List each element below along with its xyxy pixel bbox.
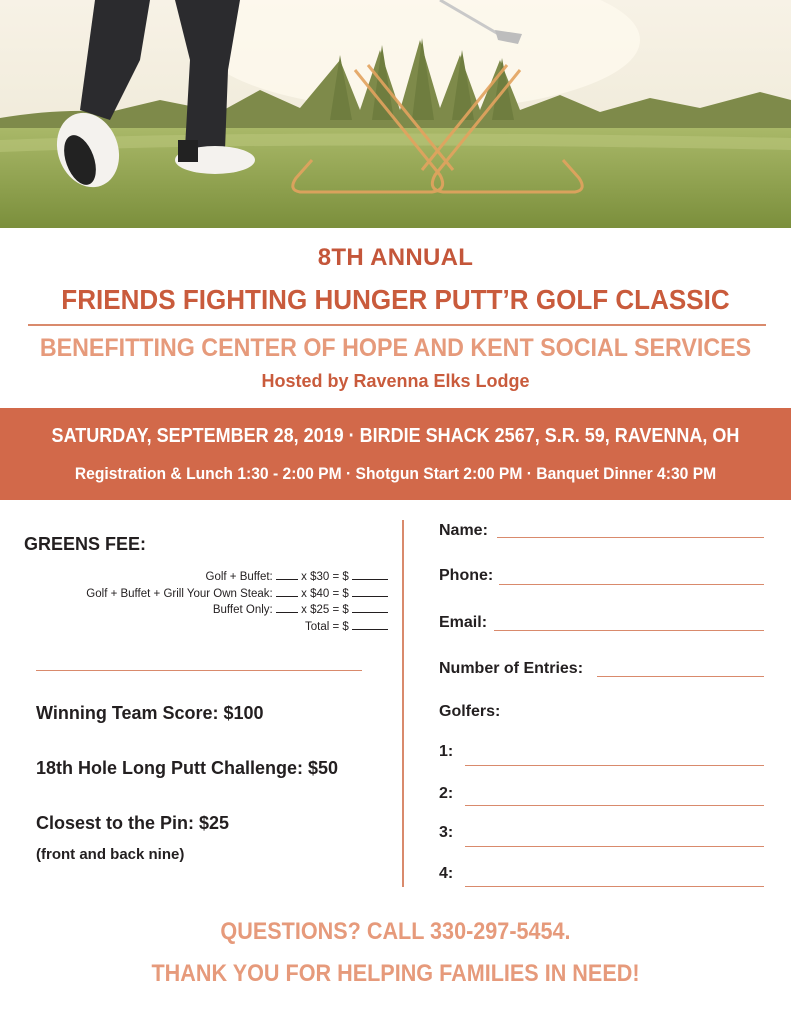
fee-row-total bbox=[305, 619, 388, 633]
fee-price: x $25 = $ bbox=[301, 604, 349, 616]
column-divider bbox=[402, 520, 404, 887]
fee-row-golf-buffet bbox=[206, 569, 388, 583]
entries-label: Number of Entries: bbox=[439, 660, 584, 677]
golfer-2-label: 2: bbox=[439, 785, 454, 802]
questions-line: QUESTIONS? CALL 330-297-5454. bbox=[220, 918, 571, 945]
fee-label: Buffet Only: bbox=[212, 604, 273, 616]
fee-row-buffet-only bbox=[213, 602, 388, 616]
golfer-1-field[interactable] bbox=[465, 765, 764, 766]
total-blank[interactable] bbox=[352, 619, 388, 630]
quantity-blank[interactable] bbox=[276, 602, 298, 613]
golfer-4-label: 4: bbox=[439, 865, 454, 882]
prize-note: (front and back nine) bbox=[36, 846, 185, 863]
header-photo bbox=[0, 0, 791, 228]
quantity-blank[interactable] bbox=[276, 586, 298, 597]
golf-course-illustration bbox=[0, 0, 791, 228]
email-label: Email: bbox=[439, 614, 488, 631]
event-title: FRIENDS FIGHTING HUNGER PUTT’R GOLF CLASSIC bbox=[61, 284, 730, 315]
amount-blank[interactable] bbox=[352, 569, 388, 580]
fee-label: Golf + Buffet: bbox=[205, 571, 273, 583]
amount-blank[interactable] bbox=[352, 602, 388, 613]
left-divider bbox=[36, 670, 362, 671]
title-divider bbox=[28, 324, 766, 326]
fee-price: x $30 = $ bbox=[301, 571, 349, 583]
amount-blank[interactable] bbox=[352, 586, 388, 597]
name-field[interactable] bbox=[497, 537, 764, 538]
entries-field[interactable] bbox=[597, 676, 764, 677]
name-label: Name: bbox=[439, 522, 488, 539]
golfer-4-field[interactable] bbox=[465, 886, 764, 887]
golfer-1-label: 1: bbox=[439, 743, 454, 760]
schedule: Registration & Lunch 1:30 - 2:00 PM · Shotgun Start 2:00 PM · Banquet Dinner 4:30 PM bbox=[74, 464, 717, 483]
fee-price: x $40 = $ bbox=[301, 588, 349, 600]
prize-closest-pin: Closest to the Pin: $25 bbox=[36, 813, 230, 833]
quantity-blank[interactable] bbox=[276, 569, 298, 580]
email-field[interactable] bbox=[494, 630, 764, 631]
prize-long-putt: 18th Hole Long Putt Challenge: $50 bbox=[36, 758, 339, 778]
phone-field[interactable] bbox=[499, 584, 764, 585]
golfer-3-field[interactable] bbox=[465, 846, 764, 847]
total-label: Total = $ bbox=[305, 621, 349, 633]
fee-label: Golf + Buffet + Grill Your Own Steak: bbox=[86, 588, 273, 600]
golfer-3-label: 3: bbox=[439, 824, 454, 841]
phone-label: Phone: bbox=[439, 567, 494, 584]
event-info-band bbox=[0, 408, 791, 500]
golfer-2-field[interactable] bbox=[465, 805, 764, 806]
benefitting-line: BENEFITTING CENTER OF HOPE AND KENT SOCIAL SERVICES bbox=[39, 334, 752, 362]
greens-fee-title: GREENS FEE: bbox=[24, 534, 147, 554]
thanks-line: THANK YOU FOR HELPING FAMILIES IN NEED! bbox=[151, 960, 640, 987]
prize-winning-team: Winning Team Score: $100 bbox=[36, 703, 264, 723]
fee-row-golf-buffet-steak bbox=[86, 586, 388, 600]
annual-label: 8TH ANNUAL bbox=[317, 244, 474, 271]
date-location: SATURDAY, SEPTEMBER 28, 2019 · BIRDIE SHACK 2567, S.R. 59, RAVENNA, OH bbox=[51, 425, 740, 447]
golfers-label: Golfers: bbox=[439, 703, 501, 720]
hosted-by: Hosted by Ravenna Elks Lodge bbox=[261, 371, 530, 391]
